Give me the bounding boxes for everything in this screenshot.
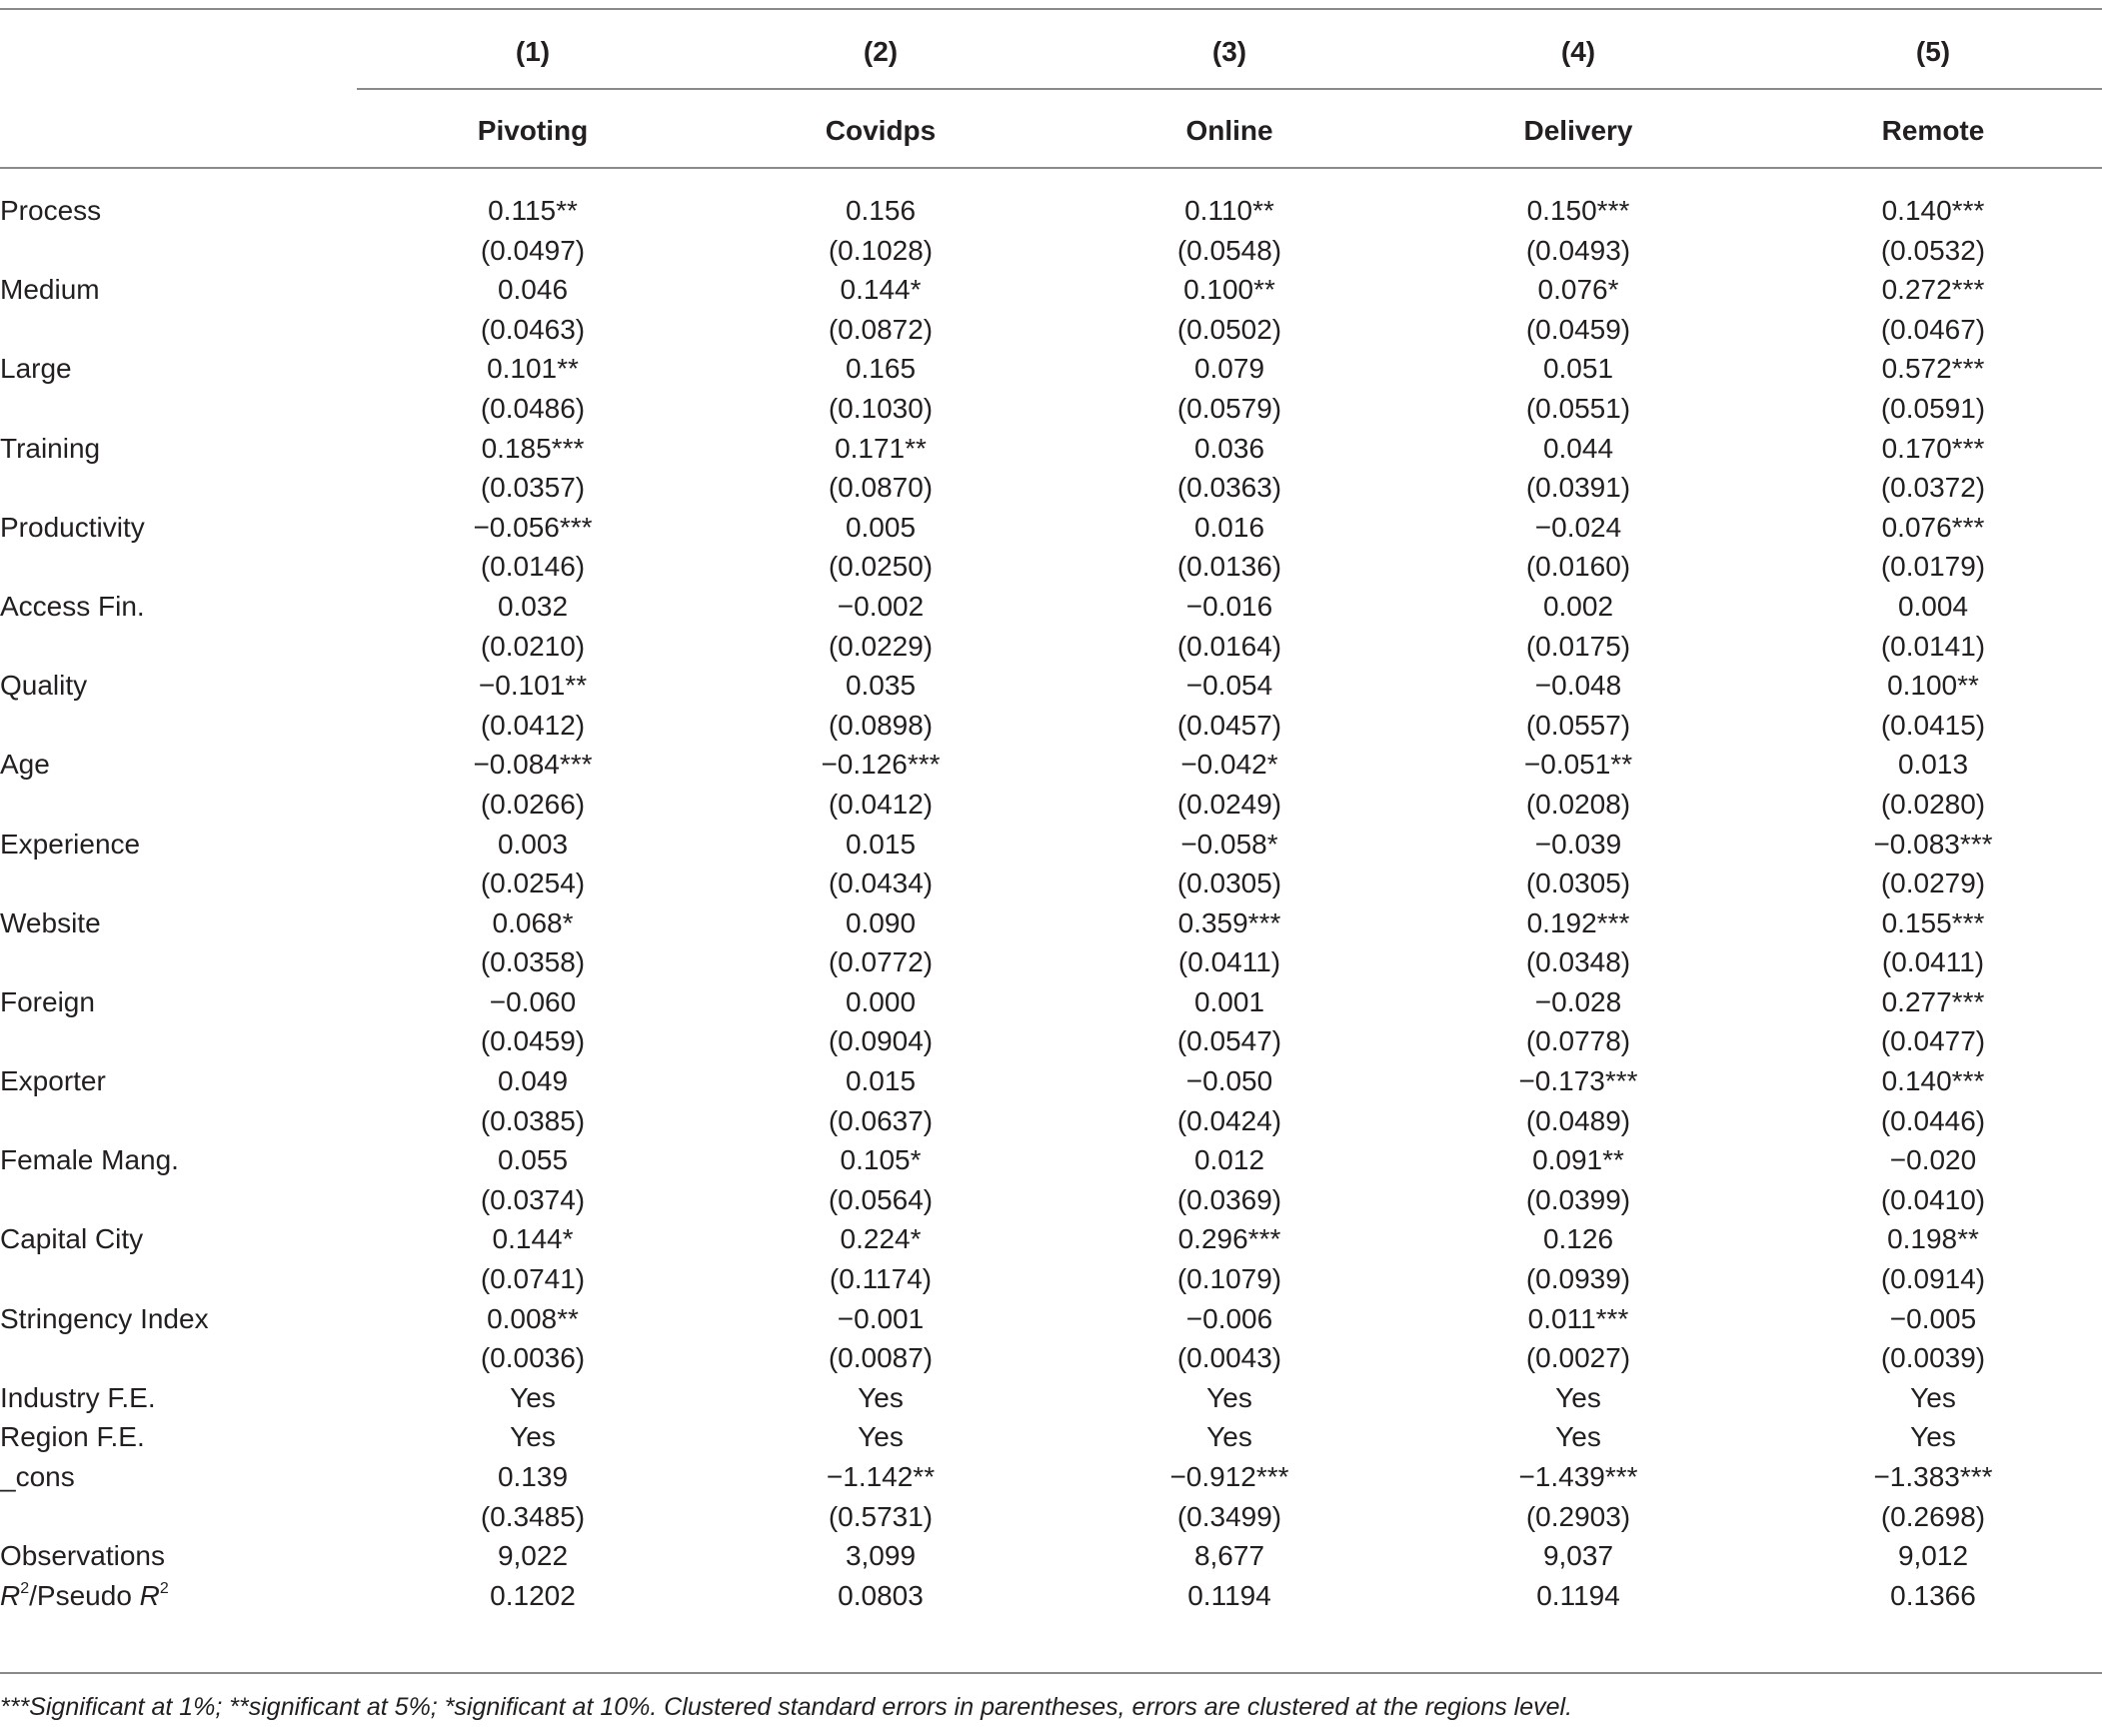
table-cell: −0.006 bbox=[1185, 1302, 1273, 1334]
table-row bbox=[0, 1061, 2102, 1101]
row-label: Process bbox=[0, 195, 102, 226]
table-cell: (0.0497) bbox=[480, 234, 586, 266]
table-cell: 3,099 bbox=[845, 1540, 917, 1572]
table-cell: 0.156 bbox=[845, 195, 917, 226]
table-cell: 0.015 bbox=[845, 1065, 917, 1097]
table-cell: −0.005 bbox=[1889, 1302, 1977, 1334]
table-cell: (0.0175) bbox=[1525, 630, 1631, 662]
table-row bbox=[0, 1180, 2102, 1220]
table-cell: (0.1079) bbox=[1176, 1263, 1282, 1295]
table-cell: 0.046 bbox=[497, 274, 569, 306]
table-row bbox=[0, 666, 2102, 706]
table-cell: 0.012 bbox=[1193, 1144, 1265, 1176]
table-cell: (0.0136) bbox=[1176, 551, 1282, 583]
table-row bbox=[0, 1457, 2102, 1497]
table-cell: (0.0870) bbox=[828, 472, 934, 504]
table-cell: (0.0179) bbox=[1880, 551, 1986, 583]
table-cell: −0.028 bbox=[1534, 985, 1622, 1017]
table-cell: (0.0410) bbox=[1880, 1183, 1986, 1215]
table-cell: 0.055 bbox=[497, 1144, 569, 1176]
table-cell: (0.0141) bbox=[1880, 630, 1986, 662]
table-cell: (0.0250) bbox=[828, 551, 934, 583]
table-cell: 0.044 bbox=[1542, 432, 1614, 464]
table-cell: Yes bbox=[858, 1421, 904, 1453]
table-row bbox=[0, 1219, 2102, 1259]
table-cell: 0.000 bbox=[845, 985, 917, 1017]
table-cell: (0.2698) bbox=[1880, 1500, 1986, 1532]
table-cell: (0.0039) bbox=[1880, 1342, 1986, 1374]
table-cell: −0.024 bbox=[1534, 511, 1622, 543]
table-cell: 9,022 bbox=[497, 1540, 569, 1572]
table-cell: 0.296*** bbox=[1177, 1223, 1281, 1255]
table-cell: (0.2903) bbox=[1525, 1500, 1631, 1532]
table-cell: Yes bbox=[858, 1381, 904, 1413]
table-row bbox=[0, 864, 2102, 903]
table-cell: −1.142** bbox=[826, 1461, 936, 1492]
table-cell: Yes bbox=[1206, 1381, 1252, 1413]
table-cell: (0.0036) bbox=[480, 1342, 586, 1374]
table-cell: 0.150*** bbox=[1526, 195, 1630, 226]
table-cell: (0.0372) bbox=[1880, 472, 1986, 504]
table-cell: 0.001 bbox=[1193, 985, 1265, 1017]
table-cell: 0.198** bbox=[1887, 1223, 1979, 1255]
table-cell: 0.101** bbox=[487, 353, 579, 385]
column-number-5: (5) bbox=[1915, 36, 1951, 67]
table-cell: (0.0374) bbox=[480, 1183, 586, 1215]
table-cell: 0.003 bbox=[497, 828, 569, 860]
table-cell: 0.076* bbox=[1537, 274, 1619, 306]
table-cell: −0.020 bbox=[1889, 1144, 1977, 1176]
table-cell: 0.005 bbox=[845, 511, 917, 543]
table-cell: (0.0547) bbox=[1176, 1025, 1282, 1057]
table-row bbox=[0, 1536, 2102, 1576]
row-label: Productivity bbox=[0, 511, 145, 543]
table-cell: 0.035 bbox=[845, 670, 917, 702]
table-cell: 9,037 bbox=[1542, 1540, 1614, 1572]
table-row bbox=[0, 349, 2102, 389]
table-top-rule bbox=[0, 8, 2102, 10]
table-cell: (0.0391) bbox=[1525, 472, 1631, 504]
column-number-2: (2) bbox=[863, 36, 899, 67]
table-row bbox=[0, 785, 2102, 825]
table-cell: Yes bbox=[1555, 1381, 1601, 1413]
row-label: Training bbox=[0, 432, 101, 464]
table-cell: (0.0412) bbox=[828, 788, 934, 820]
table-cell: −0.002 bbox=[837, 590, 925, 622]
table-cell: (0.0424) bbox=[1176, 1104, 1282, 1136]
table-cell: 0.100** bbox=[1183, 274, 1275, 306]
column-name-covidps: Covidps bbox=[825, 115, 937, 146]
table-cell: −0.042* bbox=[1180, 749, 1278, 781]
table-row bbox=[0, 1338, 2102, 1378]
table-cell: Yes bbox=[1910, 1381, 1956, 1413]
table-cell: 0.0803 bbox=[838, 1579, 924, 1611]
table-cell: 0.008** bbox=[487, 1302, 579, 1334]
table-cell: 0.165 bbox=[845, 353, 917, 385]
table-cell: 0.144* bbox=[492, 1223, 574, 1255]
table-cell: (0.0305) bbox=[1176, 868, 1282, 899]
table-cell: (0.0357) bbox=[480, 472, 586, 504]
table-row bbox=[0, 1576, 2102, 1616]
table-cell: Yes bbox=[510, 1381, 556, 1413]
table-cell: −0.054 bbox=[1185, 670, 1273, 702]
table-cell: −0.173*** bbox=[1518, 1065, 1638, 1097]
table-cell: (0.3485) bbox=[480, 1500, 586, 1532]
row-label: _cons bbox=[0, 1461, 75, 1492]
table-cell: (0.0459) bbox=[1525, 313, 1631, 345]
table-cell: −0.058* bbox=[1180, 828, 1278, 860]
table-cell: −0.039 bbox=[1534, 828, 1622, 860]
row-label: Website bbox=[0, 906, 101, 938]
row-label: Industry F.E. bbox=[0, 1381, 156, 1413]
table-cell: (0.0087) bbox=[828, 1342, 934, 1374]
row-label: Capital City bbox=[0, 1223, 144, 1255]
table-cell: 0.126 bbox=[1542, 1223, 1614, 1255]
table-cell: (0.0348) bbox=[1525, 946, 1631, 978]
table-cell: (0.0146) bbox=[480, 551, 586, 583]
table-row bbox=[0, 903, 2102, 943]
table-cell: 0.170*** bbox=[1881, 432, 1985, 464]
table-cell: (0.0399) bbox=[1525, 1183, 1631, 1215]
table-cell: 0.090 bbox=[845, 906, 917, 938]
table-row bbox=[0, 1140, 2102, 1180]
table-cell: (0.0254) bbox=[480, 868, 586, 899]
table-row bbox=[0, 468, 2102, 508]
table-cell: (0.5731) bbox=[828, 1500, 934, 1532]
table-row bbox=[0, 1101, 2102, 1141]
table-cell: (0.0369) bbox=[1176, 1183, 1282, 1215]
table-cell: −0.016 bbox=[1185, 590, 1273, 622]
table-cell: (0.0778) bbox=[1525, 1025, 1631, 1057]
table-cell: 0.140*** bbox=[1881, 195, 1985, 226]
row-label: Foreign bbox=[0, 985, 95, 1017]
table-cell: (0.0305) bbox=[1525, 868, 1631, 899]
table-cell: (0.0434) bbox=[828, 868, 934, 899]
table-cell: (0.0486) bbox=[480, 392, 586, 424]
table-cell: Yes bbox=[1555, 1421, 1601, 1453]
table-cell: 0.032 bbox=[497, 590, 569, 622]
table-cell: (0.0459) bbox=[480, 1025, 586, 1057]
table-cell: (0.0904) bbox=[828, 1025, 934, 1057]
table-cell: 0.079 bbox=[1193, 353, 1265, 385]
table-cell: (0.0411) bbox=[1881, 946, 1985, 978]
table-cell: −1.439*** bbox=[1518, 1461, 1638, 1492]
table-cell: (0.0741) bbox=[480, 1263, 586, 1295]
table-cell: 0.051 bbox=[1542, 353, 1614, 385]
table-cell: (0.0772) bbox=[828, 946, 934, 978]
table-cell: 0.015 bbox=[845, 828, 917, 860]
table-cell: (0.0363) bbox=[1176, 472, 1282, 504]
table-row bbox=[0, 547, 2102, 587]
table-cell: 0.171** bbox=[835, 432, 927, 464]
table-cell: (0.0385) bbox=[480, 1104, 586, 1136]
table-cell: (0.0591) bbox=[1880, 392, 1986, 424]
table-cell: (0.0249) bbox=[1176, 788, 1282, 820]
column-name-pivoting: Pivoting bbox=[477, 115, 589, 146]
table-cell: 9,012 bbox=[1897, 1540, 1969, 1572]
table-row bbox=[0, 1378, 2102, 1418]
row-label: Large bbox=[0, 353, 72, 385]
row-label: Stringency Index bbox=[0, 1302, 209, 1334]
table-cell: (0.0463) bbox=[480, 313, 586, 345]
table-cell: 0.100** bbox=[1887, 670, 1979, 702]
table-row bbox=[0, 508, 2102, 548]
table-cell: −1.383*** bbox=[1873, 1461, 1993, 1492]
table-cell: 0.140*** bbox=[1881, 1065, 1985, 1097]
table-cell: 0.002 bbox=[1542, 590, 1614, 622]
table-cell: (0.0637) bbox=[828, 1104, 934, 1136]
header-bottom-rule bbox=[0, 167, 2102, 169]
row-label: Region F.E. bbox=[0, 1421, 145, 1453]
table-cell: 0.1366 bbox=[1890, 1579, 1976, 1611]
table-cell: (0.0446) bbox=[1880, 1104, 1986, 1136]
table-cell: (0.0502) bbox=[1176, 313, 1282, 345]
table-cell: 0.155*** bbox=[1881, 906, 1985, 938]
table-cell: 0.272*** bbox=[1881, 274, 1985, 306]
table-cell: (0.0208) bbox=[1525, 788, 1631, 820]
table-cell: (0.1174) bbox=[829, 1263, 933, 1295]
table-cell: (0.0548) bbox=[1176, 234, 1282, 266]
table-cell: 0.1194 bbox=[1187, 1579, 1271, 1611]
table-cell: 0.192*** bbox=[1526, 906, 1630, 938]
table-cell: 0.011*** bbox=[1527, 1302, 1629, 1334]
table-cell: −0.051** bbox=[1523, 749, 1633, 781]
table-cell: 0.1202 bbox=[490, 1579, 576, 1611]
row-label: $R^2$/Pseudo $R^2$ bbox=[0, 1579, 169, 1611]
table-cell: (0.0489) bbox=[1525, 1104, 1631, 1136]
table-cell: 0.277*** bbox=[1881, 985, 1985, 1017]
table-bottom-rule bbox=[0, 1672, 2102, 1674]
table-cell: 0.004 bbox=[1897, 590, 1969, 622]
table-row bbox=[0, 825, 2102, 865]
table-cell: (0.0280) bbox=[1880, 788, 1986, 820]
table-cell: −0.084*** bbox=[473, 749, 593, 781]
table-cell: (0.0493) bbox=[1525, 234, 1631, 266]
table-cell: (0.0027) bbox=[1525, 1342, 1631, 1374]
table-cell: (0.0898) bbox=[828, 709, 934, 741]
table-cell: 0.076*** bbox=[1881, 511, 1985, 543]
table-cell: (0.0279) bbox=[1880, 868, 1986, 899]
table-cell: (0.3499) bbox=[1176, 1500, 1282, 1532]
table-cell: (0.0872) bbox=[828, 313, 934, 345]
table-cell: −0.912*** bbox=[1169, 1461, 1289, 1492]
row-label: Access Fin. bbox=[0, 590, 145, 622]
table-row bbox=[0, 389, 2102, 429]
table-cell: (0.1028) bbox=[828, 234, 934, 266]
table-cell: 0.105* bbox=[840, 1144, 922, 1176]
table-cell: (0.0411) bbox=[1177, 946, 1281, 978]
table-row bbox=[0, 706, 2102, 746]
table-row bbox=[0, 310, 2102, 350]
table-body bbox=[0, 191, 2102, 1615]
table-cell: (0.0579) bbox=[1176, 392, 1282, 424]
table-cell: 0.185*** bbox=[481, 432, 585, 464]
table-cell: (0.0266) bbox=[480, 788, 586, 820]
column-name-delivery: Delivery bbox=[1523, 115, 1633, 146]
table-cell: −0.048 bbox=[1534, 670, 1622, 702]
column-number-1: (1) bbox=[515, 36, 551, 67]
column-number-3: (3) bbox=[1211, 36, 1247, 67]
table-cell: 0.068* bbox=[492, 906, 574, 938]
table-cell: 0.115** bbox=[488, 195, 578, 226]
table-row bbox=[0, 1417, 2102, 1457]
table-cell: (0.0415) bbox=[1880, 709, 1986, 741]
table-cell: (0.0358) bbox=[480, 946, 586, 978]
table-cell: 0.016 bbox=[1193, 511, 1265, 543]
table-cell: 0.1194 bbox=[1536, 1579, 1620, 1611]
table-cell: (0.0557) bbox=[1525, 709, 1631, 741]
column-name-online: Online bbox=[1185, 115, 1273, 146]
table-row bbox=[0, 1497, 2102, 1537]
table-cell: 0.049 bbox=[497, 1065, 569, 1097]
table-row bbox=[0, 942, 2102, 982]
column-number-4: (4) bbox=[1560, 36, 1596, 67]
table-cell: 8,677 bbox=[1193, 1540, 1265, 1572]
table-row bbox=[0, 191, 2102, 231]
table-row bbox=[0, 627, 2102, 667]
table-cell: −0.050 bbox=[1185, 1065, 1273, 1097]
table-cell: 0.091** bbox=[1532, 1144, 1624, 1176]
table-cell: −0.056*** bbox=[473, 511, 593, 543]
column-name-row bbox=[0, 101, 2102, 161]
table-cell: (0.0564) bbox=[828, 1183, 934, 1215]
table-cell: (0.0467) bbox=[1880, 313, 1986, 345]
table-row bbox=[0, 231, 2102, 271]
row-label: Experience bbox=[0, 828, 141, 860]
table-row bbox=[0, 745, 2102, 785]
table-footnote: ***Significant at 1%; **significant at 5%; *significant at 10%. Clustered standard errors in parentheses, errors are clustered at the regions level. bbox=[0, 1693, 1573, 1721]
table-row bbox=[0, 429, 2102, 469]
table-cell: 0.224* bbox=[840, 1223, 922, 1255]
table-cell: (0.0551) bbox=[1525, 392, 1631, 424]
table-cell: (0.0043) bbox=[1176, 1342, 1282, 1374]
table-row bbox=[0, 1021, 2102, 1061]
table-row bbox=[0, 587, 2102, 627]
row-label: Female Mang. bbox=[0, 1144, 179, 1176]
table-cell: (0.1030) bbox=[828, 392, 934, 424]
table-cell: (0.0164) bbox=[1176, 630, 1282, 662]
table-cell: 0.110** bbox=[1184, 195, 1274, 226]
table-cell: 0.572*** bbox=[1881, 353, 1985, 385]
row-label: Age bbox=[0, 749, 50, 781]
table-cell: (0.0160) bbox=[1525, 551, 1631, 583]
table-cell: (0.0412) bbox=[480, 709, 586, 741]
table-cell: 0.144* bbox=[840, 274, 922, 306]
row-label: Medium bbox=[0, 274, 100, 306]
table-cell: (0.0457) bbox=[1176, 709, 1282, 741]
column-number-rule bbox=[357, 88, 2102, 90]
table-cell: Yes bbox=[1206, 1421, 1252, 1453]
table-cell: (0.0210) bbox=[480, 630, 586, 662]
column-name-remote: Remote bbox=[1881, 115, 1985, 146]
table-cell: Yes bbox=[510, 1421, 556, 1453]
table-cell: (0.0532) bbox=[1880, 234, 1986, 266]
table-row bbox=[0, 982, 2102, 1022]
table-cell: 0.013 bbox=[1897, 749, 1969, 781]
table-cell: −0.001 bbox=[837, 1302, 925, 1334]
table-cell: Yes bbox=[1910, 1421, 1956, 1453]
table-cell: −0.060 bbox=[489, 985, 577, 1017]
table-cell: −0.083*** bbox=[1873, 828, 1993, 860]
column-number-row bbox=[0, 22, 2102, 82]
row-label: Quality bbox=[0, 670, 88, 702]
table-row bbox=[0, 1299, 2102, 1339]
table-cell: (0.0477) bbox=[1880, 1025, 1986, 1057]
table-cell: 0.139 bbox=[497, 1461, 569, 1492]
table-cell: (0.0914) bbox=[1880, 1263, 1986, 1295]
table-cell: (0.0229) bbox=[828, 630, 934, 662]
table-cell: 0.036 bbox=[1193, 432, 1265, 464]
table-row bbox=[0, 270, 2102, 310]
row-label: Exporter bbox=[0, 1065, 106, 1097]
table-cell: −0.126*** bbox=[821, 749, 941, 781]
table-row bbox=[0, 1259, 2102, 1299]
table-cell: 0.359*** bbox=[1177, 906, 1281, 938]
row-label: Observations bbox=[0, 1540, 165, 1572]
table-cell: −0.101** bbox=[478, 670, 588, 702]
table-cell: (0.0939) bbox=[1525, 1263, 1631, 1295]
